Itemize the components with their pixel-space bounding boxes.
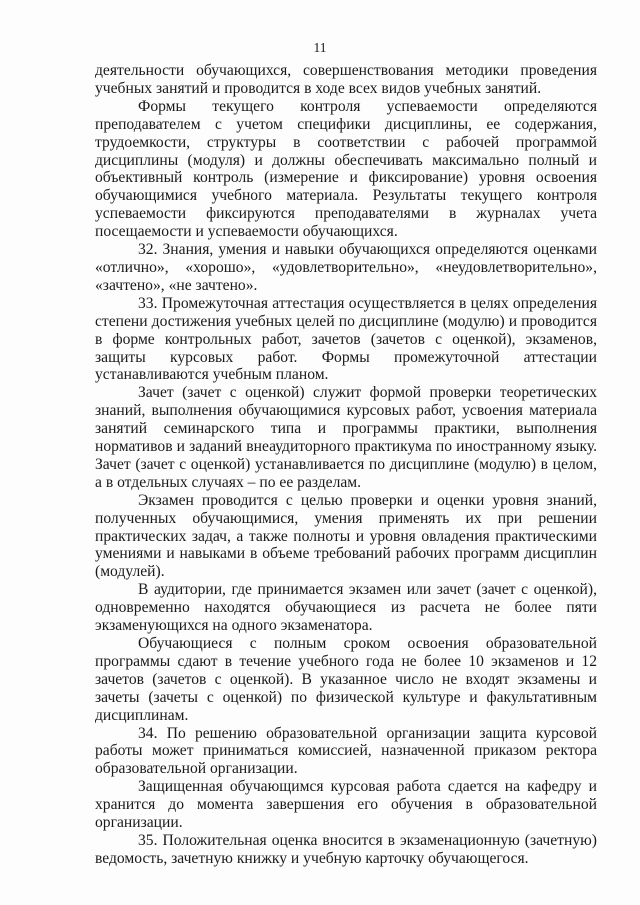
paragraph-current-control-forms: Формы текущего контроля успеваемости определяются преподавателем с учетом специфики дисциплины, ее содержания, трудоемкости, структуры в соответствии с рабочей программой дисциплины (модуля) и должны обеспечивать максимально полный и объективный контроль (измерение и фиксирование) уровня освоения обучающимися учебного материала. Результаты текущего контроля успеваемости фиксируются преподавателями в журналах учета посещаемости и успеваемости обучающихся. <box>95 97 597 241</box>
paragraph-exam-limits: Обучающиеся с полным сроком освоения образовательной программы сдают в течение учебного года не более 10 экзаменов и 12 зачетов (зачетов с оценкой). В указанное число не входят экзамены и зачеты (зачеты с оценкой) по физической культуре и факультативным дисциплинам. <box>95 635 597 724</box>
page-number: 11 <box>313 40 327 55</box>
paragraph-auditorium: В аудитории, где принимается экзамен или зачет (зачет с оценкой), одновременно находятся обучающиеся из расчета не более пяти экзаменующихся на одного экзаменатора. <box>95 581 597 635</box>
paragraph-exam: Экзамен проводится с целью проверки и оценки уровня знаний, полученных обучающимися, умения применять их при решении практических задач, а также полноты и уровня овладения практическими умениями и навыками в объеме требований рабочих программ дисциплин (модулей). <box>95 491 597 581</box>
paragraph-item-34: 34. По решению образовательной организации защита курсовой работы может приниматься комиссией, назначенной приказом ректора образовательной организации. <box>95 724 597 778</box>
paragraph-item-35: 35. Положительная оценка вносится в экзаменационную (зачетную) ведомость, зачетную книжку и учебную карточку обучающегося. <box>95 831 597 867</box>
paragraph-credit: Зачет (зачет с оценкой) служит формой проверки теоретических знаний, выполнения обучающимися курсовых работ, усвоения материала занятий семинарского типа и программы практики, выполнения нормативов и заданий внеаудиторного практикума по иностранному языку. Зачет (зачет с оценкой) устанавливается по дисциплине (модулю) в целом, а в отдельных случаях – по ее разделам. <box>95 384 597 491</box>
paragraph-continuation: деятельности обучающихся, совершенствования методики проведения учебных занятий и проводится в ходе всех видов учебных занятий. <box>95 62 597 97</box>
paragraph-item-32: 32. Знания, умения и навыки обучающихся определяются оценками «отлично», «хорошо», «удовлетворительно», «неудовлетворительно», «зачтено», «не зачтено». <box>95 241 597 294</box>
document-body <box>95 62 597 868</box>
paragraph-course-work: Защищенная обучающимся курсовая работа сдается на кафедру и хранится до момента завершения его обучения в образовательной организации. <box>95 778 597 832</box>
paragraph-item-33: 33. Промежуточная аттестация осуществляется в целях определения степени достижения учебных целей по дисциплине (модулю) и проводится в форме контрольных работ, зачетов (зачетов с оценкой), экзаменов, защиты курсовых работ. Формы промежуточной аттестации устанавливаются учебным планом. <box>95 294 597 384</box>
